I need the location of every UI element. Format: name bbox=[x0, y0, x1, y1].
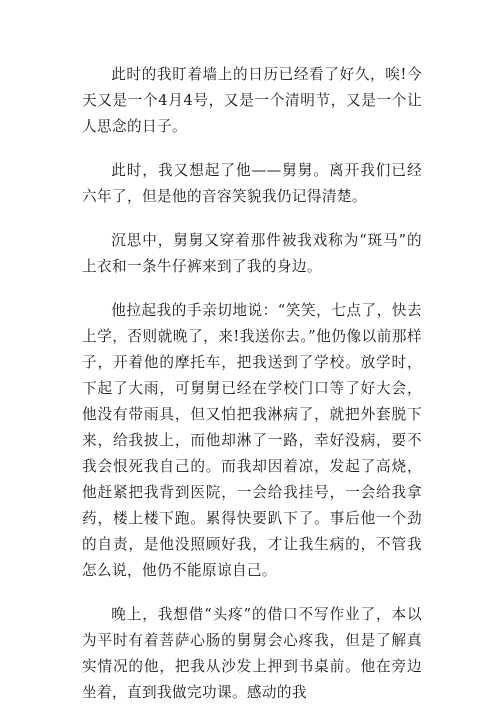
paragraph-4: 他拉起我的手亲切地说：“笑笑，七点了，快去上学，否则就晚了，来!我送你去。”他仍像以前那样子，开着他的摩托车，把我送到了学校。放学时，下起了大雨，可舅舅已经在学校门口等了好大会，他没有带雨具，但又怕把我淋病了，就把外套脱下来，给我披上，而他却淋了一路，幸好没病，要不我会恨死我自己的。而我却因着凉，发起了高烧，他赶紧把我背到医院，一会给我挂号，一会给我拿药，楼上楼下跑。累得快要趴下了。事后他一个劲的自责，是他没照顾好我，才让我生病的，不管我怎么说，他仍不能原谅自己。 bbox=[82, 302, 422, 579]
document-body bbox=[82, 62, 422, 724]
paragraph-5: 晚上，我想借“头疼”的借口不写作业了，本以为平时有着菩萨心肠的舅舅会心疼我，但是了解真实情况的他，把我从沙发上押到书桌前。他在旁边坐着，直到我做完功课。感动的我 bbox=[82, 606, 422, 701]
paragraph-2: 此时，我又想起了他——舅舅。离开我们已经六年了，但是他的音容笑貌我仍记得清楚。 bbox=[82, 162, 422, 205]
paragraph-3: 沉思中，舅舅又穿着那件被我戏称为“斑马”的上衣和一条牛仔裤来到了我的身边。 bbox=[82, 232, 422, 275]
paragraph-1: 此时的我盯着墙上的日历已经看了好久，唉!今天又是一个4月4号，又是一个清明节，又是一个让人思念的日子。 bbox=[82, 66, 422, 135]
